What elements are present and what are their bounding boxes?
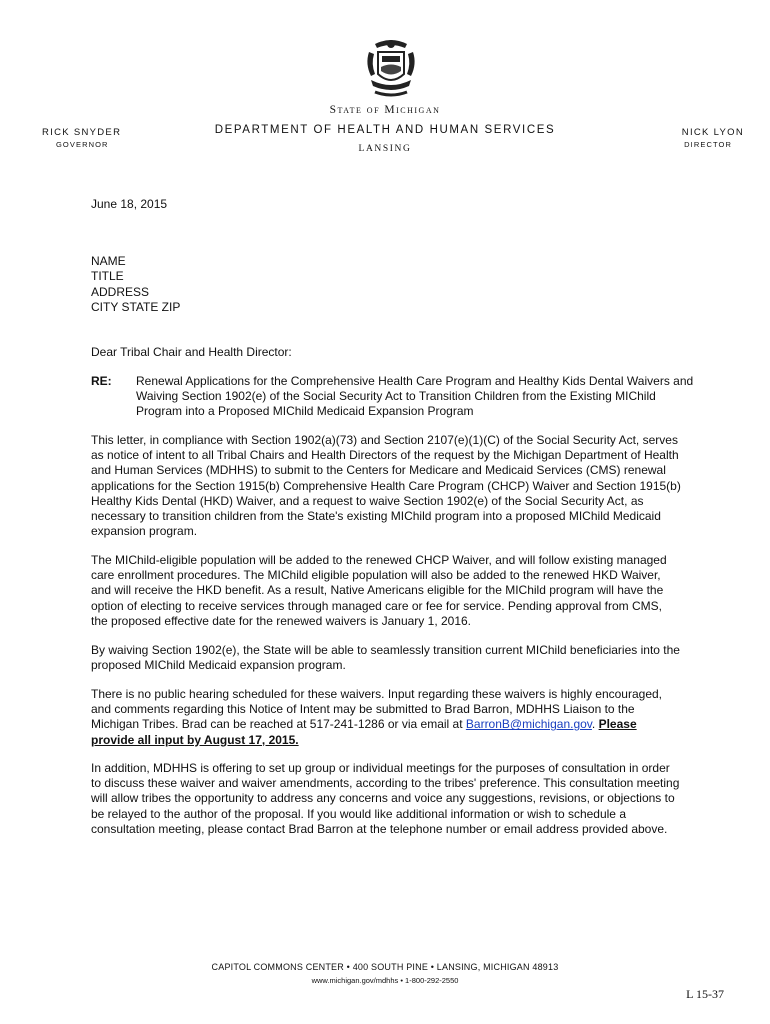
address-line-name: NAME — [91, 254, 126, 268]
input-separator: . — [591, 717, 599, 732]
paragraph-notice: This letter, in compliance with Section 1902(a)(73) and Section 2107(e)(1)(C) of the Social Security Act, serves as notice of intent to all Tribal Chairs and Health Directors of the request by the Michigan Department of Health and Human Services (MDHHS) to submit to the Centers for Medicare and Medicaid Services (CMS) renewal applications for the Section 1915(b) Comprehensive Health Care Program (CHCP) Waiver and Section 1915(b) Healthy Kids Dental (HKD) Waiver, and a request to waive Section 1902(e) of the Social Security Act, as necessary to transition children from the State's existing MIChild program into a proposed MIChild Medicaid expansion program. — [91, 433, 681, 539]
state-name: State of Michigan — [329, 104, 441, 116]
footer-contact: www.michigan.gov/mdhhs • 1-800-292-2550 — [311, 976, 459, 985]
salutation: Dear Tribal Chair and Health Director: — [91, 345, 292, 359]
address-line-title: TITLE — [91, 269, 124, 284]
paragraph-consultation: In addition, MDHHS is offering to set up group or individual meetings for the purposes of consultation in order to discuss these waiver and waiver amendments, according to the tribes' preference. This consultation meeting will allow tribes the opportunity to address any concerns and voice any suggestions, revisions, or objections to be relayed to the author of the proposal. If you would like additional information or wish to schedule a consultation meeting, please contact Brad Barron at the telephone number or email address provided above. — [91, 761, 680, 836]
footer-address: CAPITOL COMMONS CENTER • 400 SOUTH PINE • LANSING, MICHIGAN 48913 — [211, 962, 559, 972]
director-name: NICK LYON — [681, 127, 744, 138]
input-text: There is no public hearing scheduled for these waivers. Input regarding these waivers is highly encouraged, and comments regarding this Notice of Intent may be submitted to Brad Barron, MDHHS Liaison to the Michigan Tribes. Brad can be reached at 517-241-1286 or via email at — [91, 687, 662, 732]
director-title: DIRECTOR — [684, 140, 732, 149]
re-subject: Renewal Applications for the Comprehensive Health Care Program and Healthy Kids Dental Waivers and Waiving Section 1902(e) of the Social Security Act to Transition Children from the Existing MIChild Program into a Proposed MIChild Medicaid Expansion Program — [136, 374, 694, 419]
input-deadline: Please provide all input by August 17, 2015. — [91, 717, 637, 747]
paragraph-input — [91, 687, 681, 748]
letter-date: June 18, 2015 — [91, 197, 168, 211]
governor-title: GOVERNOR — [56, 140, 109, 149]
re-label: RE: — [91, 374, 112, 388]
paragraph-population: The MIChild-eligible population will be added to the renewed CHCP Waiver, and will follow existing managed care enrollment procedures. The MIChild eligible population will also be added to the renewed HKD Waiver, and will receive the HKD benefit. As a result, Native Americans eligible for the MIChild program will have the option of electing to receive services through managed care or fee for service. Pending approval from CMS, the proposed effective date for the renewed waivers is January 1, 2016. — [91, 553, 667, 628]
paragraph-waiver: By waiving Section 1902(e), the State will be able to seamlessly transition current MIChild beneficiaries into the proposed MIChild Medicaid expansion program. — [91, 643, 680, 673]
michigan-seal-icon — [361, 34, 421, 102]
form-number: L 15-37 — [686, 987, 724, 1001]
department-name: DEPARTMENT OF HEALTH AND HUMAN SERVICES — [214, 124, 556, 136]
address-line-city: CITY STATE ZIP — [91, 299, 181, 314]
email-link[interactable]: BarronB@michigan.gov — [465, 717, 592, 732]
address-line-address: ADDRESS — [91, 284, 150, 299]
department-city: LANSING — [358, 144, 412, 154]
recipient-address — [91, 254, 180, 315]
governor-name: RICK SNYDER — [42, 127, 122, 138]
